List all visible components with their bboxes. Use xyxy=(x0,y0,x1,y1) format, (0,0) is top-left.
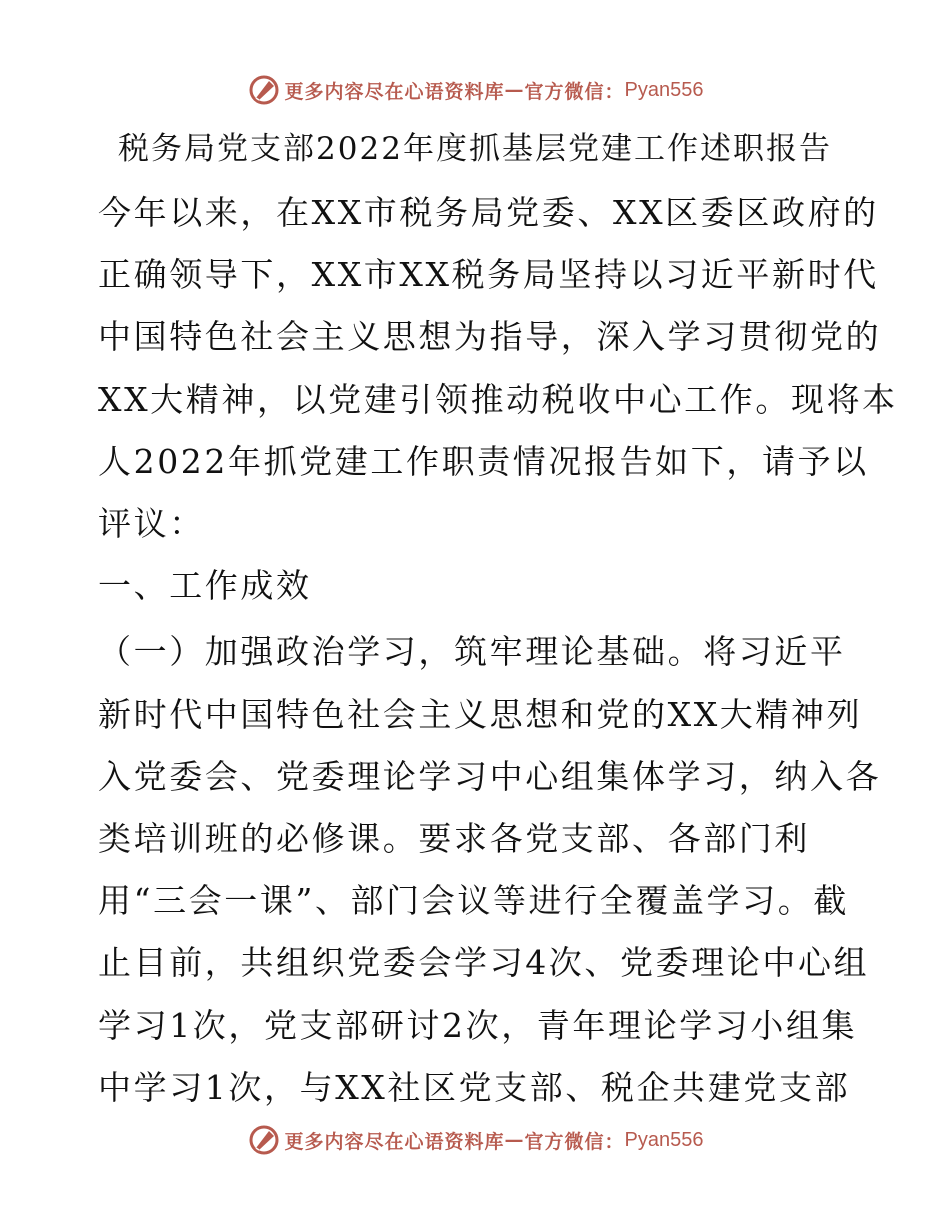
body-line-15: 中学习1次，与XX社区党支部、税企共建党支部 xyxy=(98,1068,851,1107)
body-line-3: 中国特色社会主义思想为指导，深入学习贯彻党的 xyxy=(98,317,882,356)
body-line-10: 入党委会、党委理论学习中心组集体学习，纳入各 xyxy=(98,757,882,796)
body-line-9: 新时代中国特色社会主义思想和党的XX大精神列 xyxy=(98,695,863,734)
watermark-official: 官方微信： xyxy=(524,80,625,103)
body-line-4: XX大精神，以党建引领推动税收中心工作。现将本 xyxy=(98,380,898,419)
watermark-id: Pyan556 xyxy=(624,1128,704,1151)
watermark-id: Pyan556 xyxy=(624,78,704,101)
watermark-dash: — xyxy=(504,79,525,101)
body-line-13: 止目前，共组织党委会学习4次、党委理论中心组 xyxy=(98,943,870,982)
watermark-site: 更多内容尽在心语资料库 xyxy=(284,1130,505,1153)
body-line-5: 人2022年抓党建工作职责情况报告如下，请予以 xyxy=(98,442,869,481)
body-line-12: 用“三会一课”、部门会议等进行全覆盖学习。截 xyxy=(98,881,849,920)
watermark-dash: — xyxy=(504,1129,525,1151)
body-line-6: 评议： xyxy=(98,504,205,543)
body-line-8: （一）加强政治学习，筑牢理论基础。将习近平 xyxy=(98,632,846,671)
body-line-2: 正确领导下，XX市XX税务局坚持以习近平新时代 xyxy=(98,255,879,294)
watermark-site: 更多内容尽在心语资料库 xyxy=(284,80,505,103)
pen-nib-logo-icon xyxy=(247,73,281,107)
watermark-official: 官方微信： xyxy=(524,1130,625,1153)
body-line-11: 类培训班的必修课。要求各党支部、各部门利 xyxy=(98,819,810,858)
body-line-14: 学习1次，党支部研讨2次，青年理论学习小组集 xyxy=(98,1006,858,1045)
pen-nib-logo-icon xyxy=(247,1123,281,1157)
document-title: 税务局党支部2022年度抓基层党建工作述职报告 xyxy=(118,131,832,167)
watermark-header xyxy=(0,70,950,110)
section-heading: 一、工作成效 xyxy=(98,566,312,605)
watermark-footer xyxy=(0,1120,950,1160)
body-line-1: 今年以来，在XX市税务局党委、XX区委区政府的 xyxy=(98,193,879,232)
